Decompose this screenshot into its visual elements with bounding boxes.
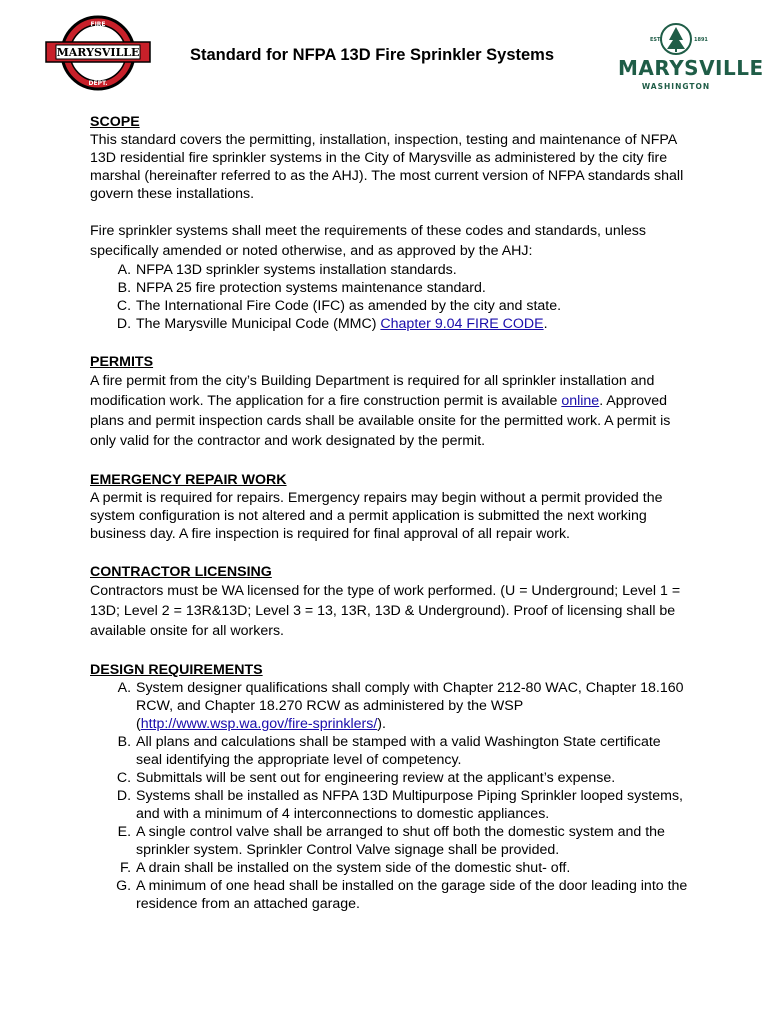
list-item: C. The International Fire Code (IFC) as amended by the city and state. (135, 297, 690, 315)
online-permit-link[interactable]: online (561, 393, 600, 409)
emergency-repair-paragraph: A permit is required for repairs. Emergency repairs may begin without a permit provided the system configuration is not altered and a permit application is submitted the next working business day. A fire inspection is required for final approval of all repair work. (90, 490, 663, 542)
emergency-repair-section (90, 471, 690, 543)
scope-heading: SCOPE (90, 114, 140, 130)
document-title: Standard for NFPA 13D Fire Sprinkler Systems (190, 46, 555, 64)
list-item (135, 315, 690, 333)
list-item-text: . (543, 316, 548, 332)
design-requirements-section (90, 661, 690, 913)
fire-department-badge-logo (42, 10, 154, 96)
list-item: E. A single control valve shall be arranged to shut off both the domestic system and the sprinkler system. Sprinkler Control Valve signage shall be provided. (135, 823, 690, 859)
scope-code-list (90, 261, 690, 333)
list-item-text: The Marysville Municipal Code (MMC) (136, 316, 381, 332)
logo-year-text: 1891 (694, 37, 708, 43)
contractor-licensing-paragraph: Contractors must be WA licensed for the type of work performed. (U = Underground; Level 1 = 13D; Level 2 = 13R&13D; Level 3 = 13, 13R, 13D & Underground). Proof of licensing shall be available onsite for all workers. (90, 583, 681, 639)
list-item: B. NFPA 25 fire protection systems maintenance standard. (135, 279, 690, 297)
permits-paragraph (90, 371, 690, 451)
tree-emblem-icon (618, 22, 734, 56)
logo-state-name: WASHINGTON (641, 82, 711, 91)
scope-section (90, 113, 690, 333)
badge-top-text: FIRE (90, 21, 106, 28)
emergency-repair-heading: EMERGENCY REPAIR WORK (90, 472, 287, 488)
list-item (135, 679, 690, 733)
list-item: D. Systems shall be installed as NFPA 13D Multipurpose Piping Sprinkler looped systems, and with a minimum of 4 interconnections to domestic appliances. (135, 787, 690, 823)
permits-text: A fire permit from the city’s Building Department is required for all sprinkler installation and modification work. The application for a fire construction permit is available (90, 373, 655, 409)
fire-code-chapter-link[interactable]: Chapter 9.04 FIRE CODE (380, 316, 544, 332)
list-item: F. A drain shall be installed on the system side of the domestic shut- off. (135, 859, 690, 877)
logo-city-name: MARYSVILLE (618, 56, 764, 80)
logo-est-text: EST. (650, 37, 662, 43)
list-item: B. All plans and calculations shall be stamped with a valid Washington State certificate seal identifying the appropriate level of competency. (135, 733, 690, 769)
scope-codes-intro: Fire sprinkler systems shall meet the requirements of these codes and standards, unless specifically amended or noted otherwise, and as approved by the AHJ: (90, 223, 646, 259)
badge-name-text: MARYSVILLE (56, 46, 140, 59)
city-of-marysville-logo (618, 22, 764, 94)
list-item: C. Submittals will be sent out for engineering review at the applicant’s expense. (135, 769, 690, 787)
list-item: A. NFPA 13D sprinkler systems installation standards. (135, 261, 690, 279)
page-header (0, 0, 768, 110)
list-item: G. A minimum of one head shall be installed on the garage side of the door leading into the residence from an attached garage. (135, 877, 690, 913)
permits-text: . Approved plans and permit inspection cards shall be available onsite for the permitted work. A permit is only valid for the contractor and work designated by the permit. (90, 393, 671, 449)
document-body (90, 113, 690, 913)
wsp-fire-sprinklers-link[interactable]: http://www.wsp.wa.gov/fire-sprinklers/ (140, 716, 378, 732)
badge-bottom-text: DEPT. (88, 80, 108, 87)
scope-paragraph: This standard covers the permitting, installation, inspection, testing and maintenance of NFPA 13D residential fire sprinkler systems in the City of Marysville as administered by the city fire marshal (hereinafter referred to as the AHJ). The most current version of NFPA standards shall govern these installations. (90, 132, 684, 202)
list-item-text: ). (377, 716, 386, 732)
permits-section (90, 353, 690, 451)
contractor-licensing-heading: CONTRACTOR LICENSING (90, 564, 272, 580)
list-item-text: System designer qualifications shall comply with Chapter 212-80 WAC, Chapter 18.160 RCW, and Chapter 18.270 RCW as administered by the WSP ( (136, 680, 684, 732)
permits-heading: PERMITS (90, 354, 154, 370)
design-requirements-heading: DESIGN REQUIREMENTS (90, 662, 263, 678)
contractor-licensing-section (90, 563, 690, 641)
design-requirements-list (90, 679, 690, 913)
